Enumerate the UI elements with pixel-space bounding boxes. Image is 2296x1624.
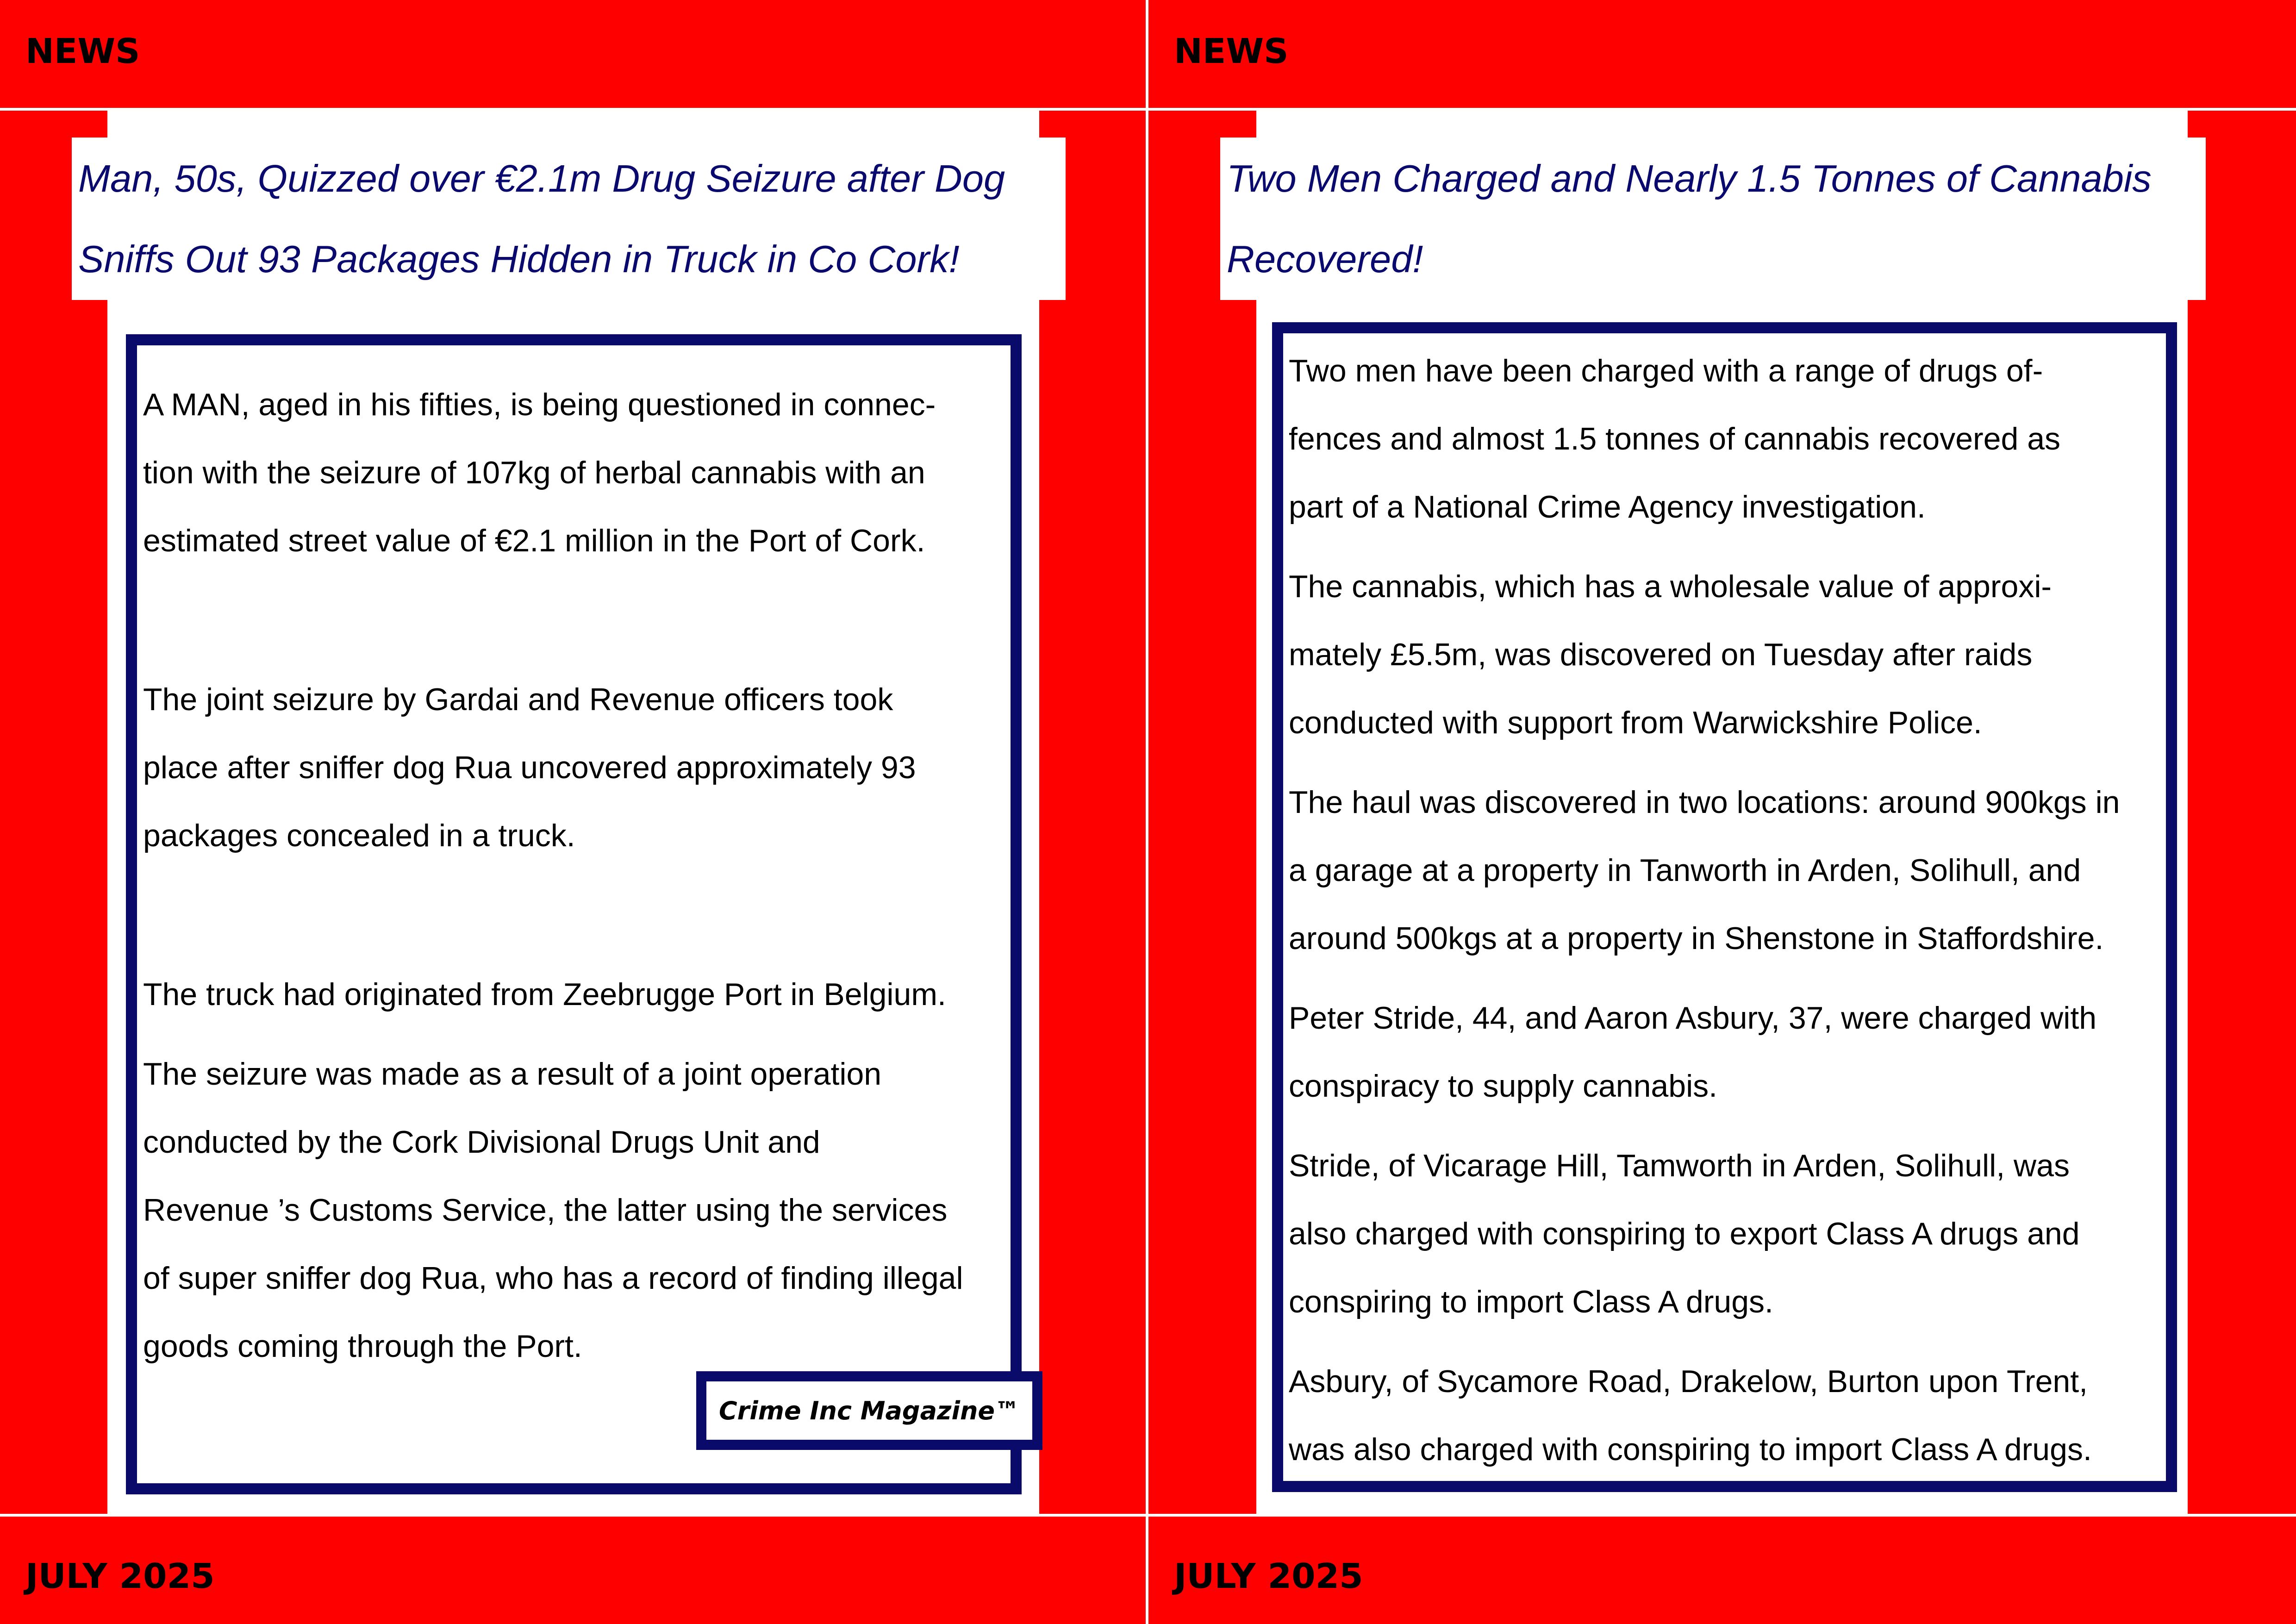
- article-text-line: The seizure was made as a result of a joint operation: [143, 1056, 882, 1092]
- article-text-line: A MAN, aged in his fifties, is being questioned in connec-: [143, 387, 936, 422]
- article-text-line: Two men have been charged with a range of drugs of-: [1289, 353, 2043, 388]
- headline-box: [72, 137, 1066, 300]
- article-text-line: Peter Stride, 44, and Aaron Asbury, 37, were charged with: [1289, 1000, 2097, 1036]
- headline-box: [1220, 137, 2206, 300]
- bottom-footer-band: [0, 1517, 1146, 1624]
- right-page: [1148, 0, 2296, 1624]
- article-text-line: also charged with conspiring to export Class A drugs and: [1289, 1216, 2080, 1251]
- article-text-line: a garage at a property in Tanworth in Arden, Solihull, and: [1289, 853, 2081, 888]
- footer-date-label: JULY 2025: [1174, 1556, 1363, 1596]
- article-text-line: fences and almost 1.5 tonnes of cannabis recovered as: [1289, 421, 2061, 456]
- article-text-line: place after sniffer dog Rua uncovered approximately 93: [143, 750, 916, 785]
- article-text-line: was also charged with conspiring to import Class A drugs.: [1289, 1432, 2092, 1467]
- article-text-line: mately £5.5m, was discovered on Tuesday after raids: [1289, 637, 2033, 672]
- section-label: NEWS: [25, 31, 140, 71]
- article-text-line: conspiracy to supply cannabis.: [1289, 1068, 1718, 1104]
- article-frame: [126, 334, 1022, 1494]
- headline-line: Man, 50s, Quizzed over €2.1m Drug Seizure after Dog: [78, 157, 1005, 200]
- article-text-line: conducted with support from Warwickshire Police.: [1289, 705, 1982, 740]
- article-text-line: conducted by the Cork Divisional Drugs Unit and: [143, 1124, 820, 1160]
- article-text-line: packages concealed in a truck.: [143, 818, 575, 853]
- article-text-line: of super sniffer dog Rua, who has a record of finding illegal: [143, 1261, 963, 1296]
- section-label: NEWS: [1174, 31, 1289, 71]
- article-text-line: The haul was discovered in two locations: around 900kgs in: [1289, 785, 2120, 820]
- article-text-line: The truck had originated from Zeebrugge Port in Belgium.: [143, 977, 946, 1012]
- top-header-band: [1148, 0, 2296, 108]
- headline-line: Sniffs Out 93 Packages Hidden in Truck in Co Cork!: [78, 237, 960, 281]
- article-text-line: The joint seizure by Gardai and Revenue officers took: [143, 682, 893, 717]
- article-text-line: around 500kgs at a property in Shenstone in Staffordshire.: [1289, 921, 2104, 956]
- magazine-badge: [696, 1371, 1042, 1450]
- article-text-line: Revenue ’s Customs Service, the latter using the services: [143, 1193, 948, 1228]
- top-header-band: [0, 0, 1146, 108]
- article-text-line: conspiring to import Class A drugs.: [1289, 1284, 1773, 1319]
- article-text-line: tion with the seizure of 107kg of herbal cannabis with an: [143, 455, 925, 490]
- article-text-line: estimated street value of €2.1 million in the Port of Cork.: [143, 523, 925, 558]
- article-text-line: The cannabis, which has a wholesale value of approxi-: [1289, 569, 2052, 604]
- footer-date-label: JULY 2025: [25, 1556, 215, 1596]
- headline-line: Two Men Charged and Nearly 1.5 Tonnes of Cannabis: [1227, 157, 2152, 200]
- article-text-line: Asbury, of Sycamore Road, Drakelow, Burton upon Trent,: [1289, 1364, 2088, 1399]
- bottom-footer-band: [1148, 1517, 2296, 1624]
- article-text-line: Stride, of Vicarage Hill, Tamworth in Arden, Solihull, was: [1289, 1148, 2070, 1183]
- article-text-line: goods coming through the Port.: [143, 1329, 582, 1364]
- headline-line: Recovered!: [1227, 237, 1423, 281]
- article-text-line: part of a National Crime Agency investigation.: [1289, 489, 1926, 525]
- magazine-badge-text: Crime Inc Magazine™: [718, 1396, 1020, 1425]
- left-page: [0, 0, 1146, 1624]
